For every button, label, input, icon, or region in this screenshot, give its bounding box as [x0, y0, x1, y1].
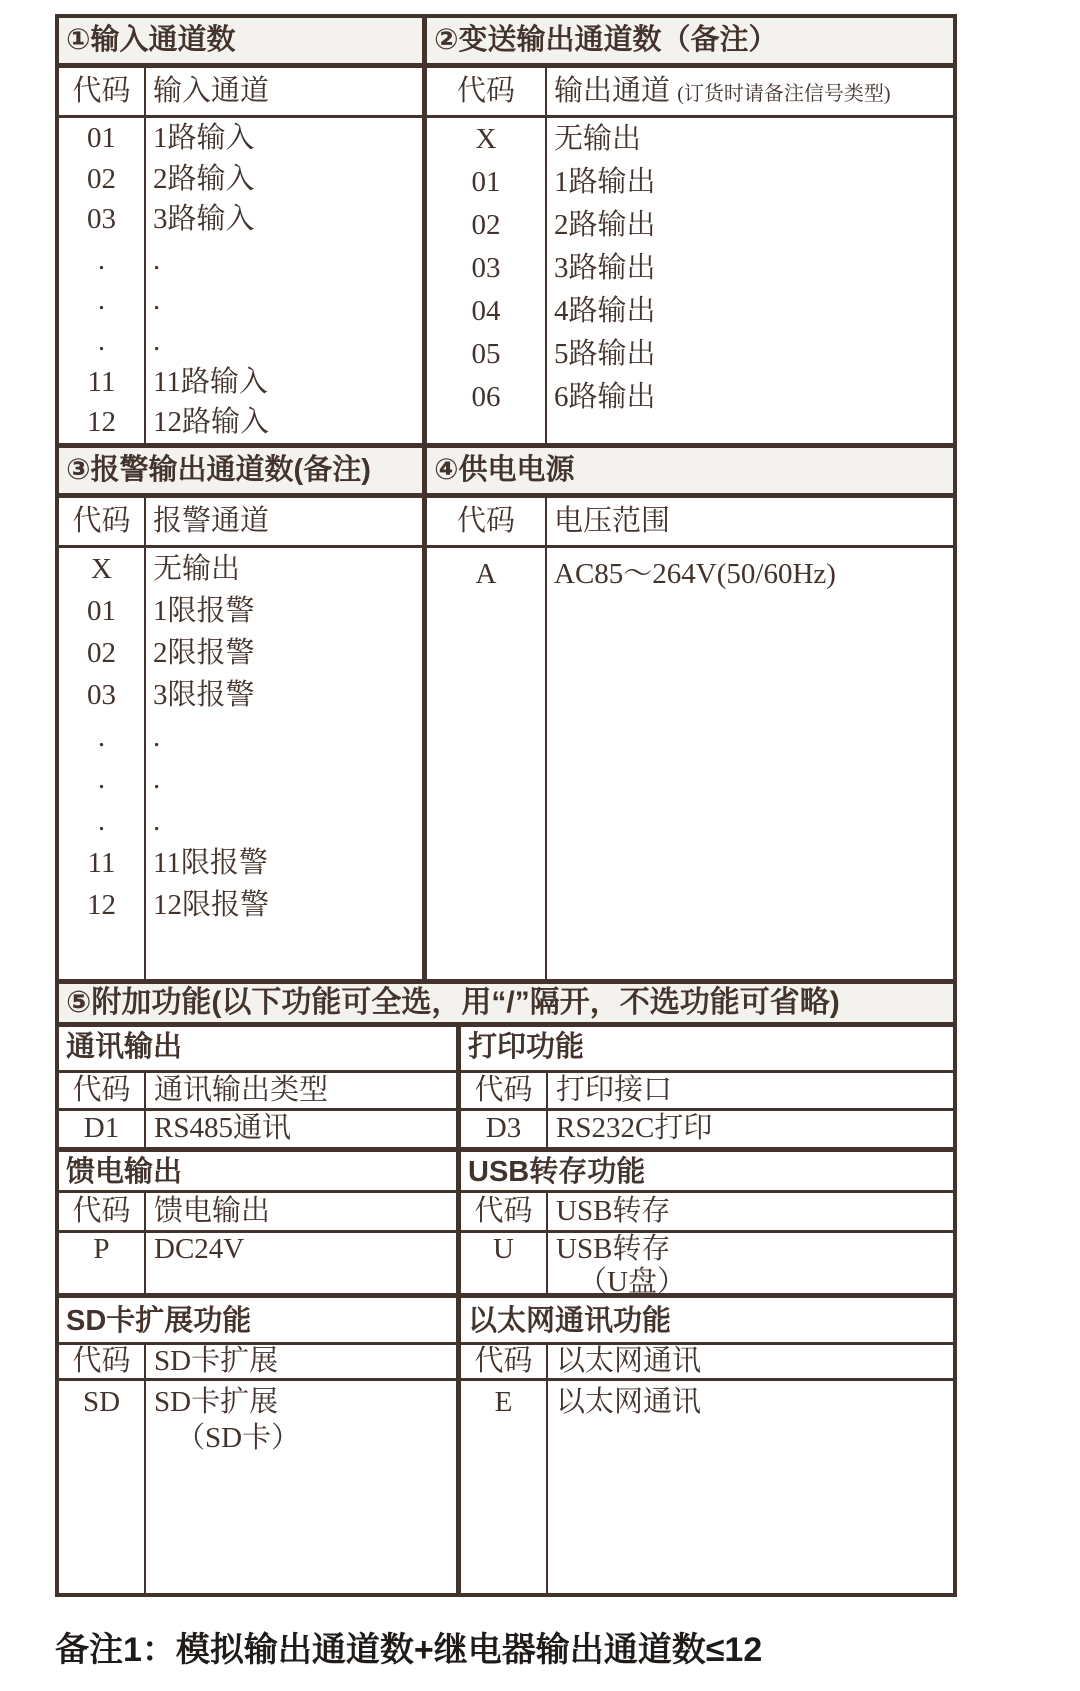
section2-column-header — [427, 68, 953, 118]
section5-banner: ⑤附加功能(以下功能可全选，用“/”隔开，不选功能可省略) — [59, 979, 953, 1027]
code-column-header: 代码 — [461, 1073, 548, 1108]
desc-cell — [146, 1381, 456, 1593]
order-note: (订货时请备注信号类型) — [677, 83, 891, 105]
code-cell: 01 — [471, 166, 501, 198]
desc-column-header: 电压范围 — [554, 505, 671, 537]
section-input-and-transmit — [59, 18, 953, 443]
code-cell: A — [475, 558, 497, 590]
desc-cell: 无输出 — [153, 553, 241, 585]
ethernet-title: 以太网通讯功能 — [461, 1293, 953, 1345]
section-alarm-outputs — [59, 448, 427, 979]
desc-column-header: 输入通道 — [153, 75, 270, 107]
code-column-header: 代码 — [59, 1345, 146, 1378]
code-cell: 04 — [471, 295, 501, 327]
code-cell: 11 — [87, 847, 116, 879]
section-power-supply — [427, 448, 953, 979]
ellipsis-cell: . — [153, 805, 161, 837]
desc-column-header: 以太网通讯 — [556, 1345, 702, 1377]
desc-cell: AC85～264V(50/60Hz) — [554, 558, 836, 590]
desc-cell: 12路输入 — [153, 406, 270, 439]
code-cell: 03 — [87, 679, 116, 711]
desc-line1: USB转存 — [556, 1233, 671, 1265]
desc-cell: 3路输入 — [153, 203, 255, 236]
code-cell: 06 — [471, 381, 501, 413]
desc-cell: 5路输出 — [554, 338, 656, 370]
desc-column-header: USB转存 — [556, 1195, 671, 1227]
code-column-header: 代码 — [461, 1345, 548, 1378]
code-cell: 01 — [87, 122, 116, 154]
desc-cell — [548, 1233, 953, 1293]
code-cell: 03 — [471, 252, 501, 284]
desc-cell: 12限报警 — [153, 889, 270, 921]
section-alarm-and-power — [59, 443, 953, 979]
ellipsis-cell: . — [153, 721, 161, 753]
section1-title: ①输入通道数 — [59, 18, 422, 68]
code-cell: 01 — [87, 595, 116, 627]
section-input-channels — [59, 18, 427, 443]
code-cell: D1 — [59, 1111, 146, 1147]
code-cell: X — [91, 553, 112, 585]
ellipsis-cell: . — [97, 324, 106, 357]
desc-column-header: 输出通道 (订货时请备注信号类型) — [554, 75, 891, 107]
code-column-header: 代码 — [59, 1193, 146, 1230]
code-cell: E — [461, 1381, 548, 1593]
desc-cell: 1限报警 — [153, 595, 255, 627]
code-column-header: 代码 — [59, 1073, 146, 1108]
section2-body — [427, 118, 953, 443]
section-additional-functions — [59, 1027, 953, 1593]
desc-cell: 无输出 — [554, 123, 642, 155]
code-cell: D3 — [461, 1111, 548, 1147]
desc-cell: 11限报警 — [153, 847, 268, 879]
ellipsis-cell: . — [97, 763, 106, 795]
code-cell: 11 — [87, 365, 116, 398]
desc-line1: SD卡扩展 — [154, 1386, 279, 1418]
print-function-title: 打印功能 — [461, 1027, 953, 1073]
section1-column-header — [59, 68, 422, 118]
desc-cell: RS232C打印 — [556, 1112, 713, 1144]
code-column-header: 代码 — [59, 498, 146, 545]
desc-cell: RS485通讯 — [154, 1112, 291, 1144]
desc-line2: （SD卡） — [176, 1422, 301, 1454]
ellipsis-cell: . — [153, 763, 161, 795]
code-column-header: 代码 — [461, 1193, 548, 1230]
code-cell: 02 — [471, 209, 501, 241]
code-cell: SD — [59, 1381, 146, 1593]
section1-body — [59, 118, 422, 443]
code-cell: 05 — [471, 338, 501, 370]
code-cell: 12 — [87, 889, 116, 921]
code-cell: U — [461, 1233, 548, 1293]
additional-left-column — [59, 1027, 461, 1593]
code-cell: 12 — [87, 406, 116, 439]
ellipsis-cell: . — [97, 721, 106, 753]
sd-card-title: SD卡扩展功能 — [59, 1293, 456, 1345]
desc-cell: 1路输出 — [554, 166, 656, 198]
desc-line2: （U盘） — [578, 1266, 686, 1293]
desc-cell: DC24V — [154, 1233, 245, 1265]
code-cell: P — [59, 1233, 146, 1293]
desc-column-header: 报警通道 — [153, 505, 270, 537]
desc-cell: 1路输入 — [153, 122, 255, 154]
section4-title: ④供电电源 — [427, 448, 953, 498]
desc-cell: 以太网通讯 — [556, 1386, 702, 1418]
section4-column-header — [427, 498, 953, 548]
code-cell: 03 — [87, 203, 116, 236]
desc-cell: 2限报警 — [153, 637, 255, 669]
comm-output-title: 通讯输出 — [59, 1027, 456, 1073]
desc-cell: 11路输入 — [153, 365, 268, 398]
desc-cell: 2路输入 — [153, 162, 255, 195]
ellipsis-cell: . — [97, 243, 106, 276]
ellipsis-cell: . — [97, 805, 106, 837]
desc-column-header: 打印接口 — [556, 1074, 673, 1106]
ellipsis-cell: . — [153, 284, 161, 317]
desc-cell: 2路输出 — [554, 209, 656, 241]
order-selection-table — [55, 14, 957, 1597]
section2-title: ②变送输出通道数（备注） — [427, 18, 953, 68]
section-transmit-outputs — [427, 18, 953, 443]
code-column-header: 代码 — [427, 68, 547, 115]
section3-body — [59, 548, 422, 979]
desc-cell: 6路输出 — [554, 381, 656, 413]
desc-column-header: SD卡扩展 — [154, 1345, 279, 1377]
section3-column-header — [59, 498, 422, 548]
section3-title: ③报警输出通道数(备注) — [59, 448, 422, 498]
ellipsis-cell: . — [153, 324, 161, 357]
ellipsis-cell: . — [97, 284, 106, 317]
section4-body — [427, 548, 953, 979]
code-cell: 02 — [87, 162, 116, 195]
desc-cell: 3限报警 — [153, 679, 255, 711]
code-column-header: 代码 — [427, 498, 547, 545]
usb-function-title: USB转存功能 — [461, 1147, 953, 1193]
feed-power-title: 馈电输出 — [59, 1147, 456, 1193]
desc-cell: 3路输出 — [554, 252, 656, 284]
code-cell: X — [475, 123, 497, 155]
desc-column-header: 馈电输出 — [154, 1195, 271, 1227]
code-column-header: 代码 — [59, 68, 146, 115]
footnote: 备注1：模拟输出通道数+继电器输出通道数≤12 — [55, 1631, 763, 1669]
ellipsis-cell: . — [153, 243, 161, 276]
desc-cell: 4路输出 — [554, 295, 656, 327]
code-cell: 02 — [87, 637, 116, 669]
additional-right-column — [461, 1027, 953, 1593]
desc-column-header: 通讯输出类型 — [154, 1074, 329, 1106]
